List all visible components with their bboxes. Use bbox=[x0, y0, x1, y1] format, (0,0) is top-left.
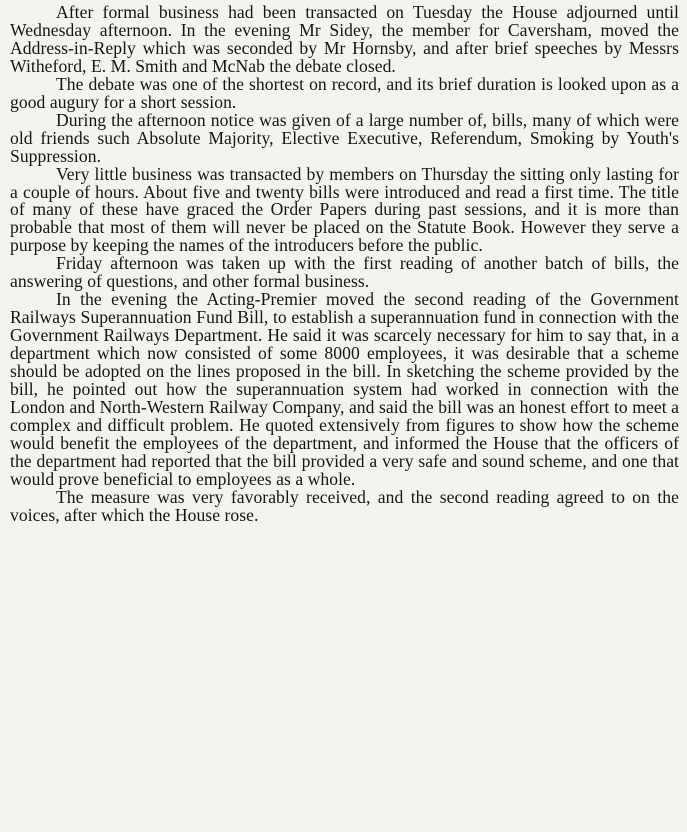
paragraph-second-reading: The measure was very favorably received, and the second reading agreed to on the voices, after which the House rose. bbox=[10, 486, 679, 525]
paragraph-thursday-business: Very little business was transacted by members on Thursday the sitting only lasting for a couple of hours. About five and twenty bills were introduced and read a first time. The title of many of these have graced the Order Papers during past sessions, and it is more than probable that most of them will never be placed on the Statute Book. However they serve a purpose by keeping the names of the introducers before the public. bbox=[10, 163, 679, 256]
paragraph-adjournment: After formal business had been transacted on Tuesday the House adjourned until Wednesday afternoon. In the evening Mr Sidey, the member for Caversham, moved the Address-in-Reply which was seconded by Mr Hornsby, and after brief speeches by Messrs Witheford, E. M. Smith and McNab the debate closed. bbox=[10, 2, 679, 76]
article-text bbox=[10, 4, 679, 525]
paragraph-friday-business: Friday afternoon was taken up with the first reading of another batch of bills, the answering of questions, and other formal business. bbox=[10, 253, 679, 292]
paragraph-superannuation-bill: In the evening the Acting-Premier moved the second reading of the Government Railways Superannuation Fund Bill, to establish a superannuation fund in connection with the Government Railways Department. He said it was scarcely necessary for him to say that, in a department which now consisted of some 8000 employees, it was desirable that a scheme should be adopted on the lines proposed in the bill. In sketching the scheme provided by the bill, he pointed out how the superannuation system had worked in connection with the London and North-Western Railway Company, and said the bill was an honest effort to meet a complex and difficult problem. He quoted extensively from figures to show how the scheme would benefit the employees of the department, and informed the House that the officers of the department had reported that the bill provided a very safe and sound scheme, and one that would prove beneficial to employees as a whole. bbox=[10, 289, 679, 489]
paragraph-debate-duration: The debate was one of the shortest on record, and its brief duration is looked upon as a good augury for a short session. bbox=[10, 73, 679, 112]
paragraph-notices: During the afternoon notice was given of a large number of, bills, many of which were old friends such Absolute Majority, Elective Executive, Referendum, Smoking by Youth's Suppression. bbox=[10, 109, 679, 166]
